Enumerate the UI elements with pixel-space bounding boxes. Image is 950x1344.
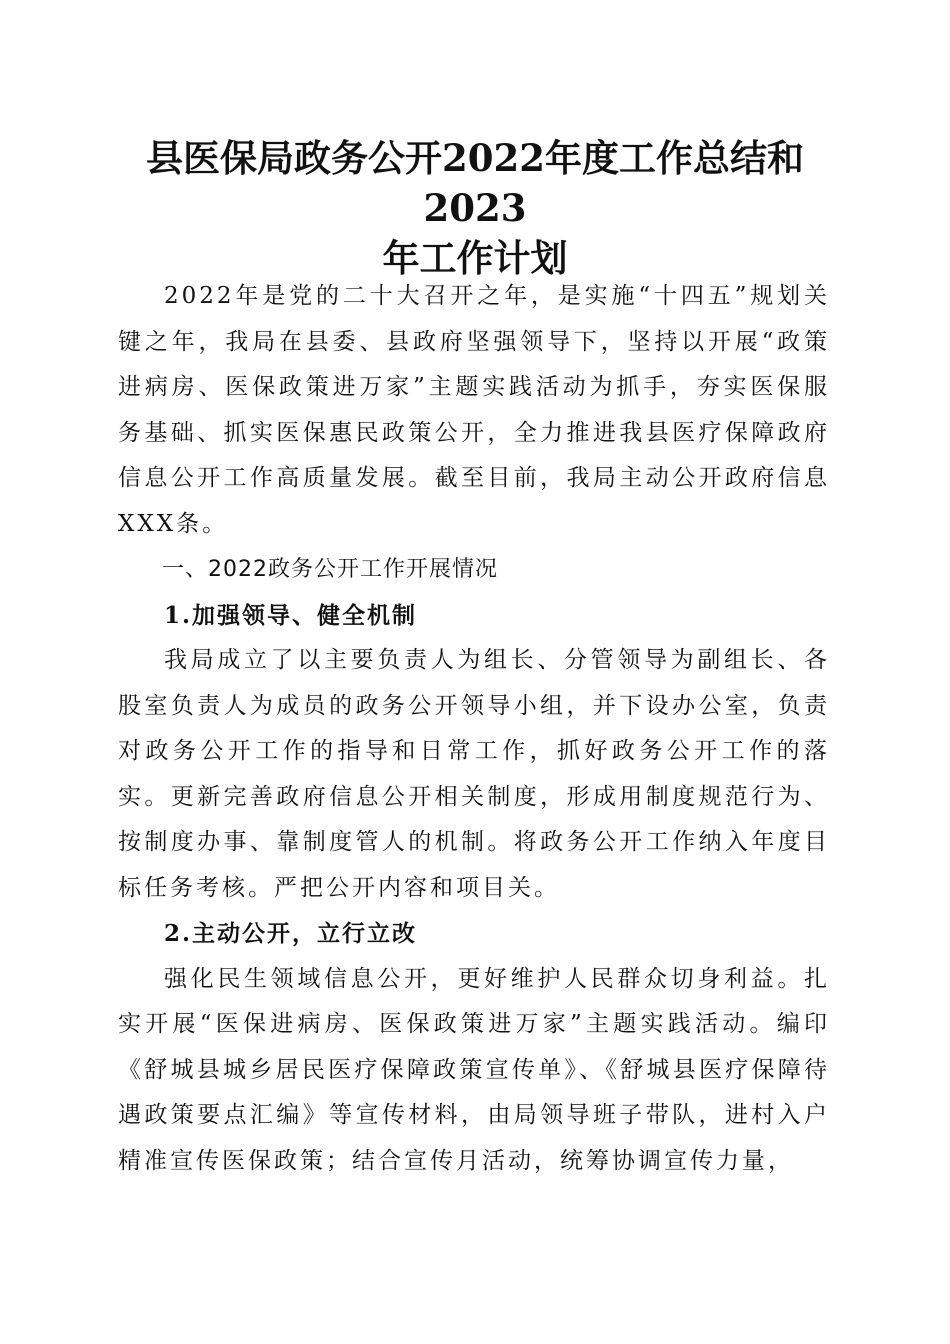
document-title <box>100 133 850 283</box>
title-line-1: 县医保局政务公开2022年度工作总结和2023 <box>146 136 804 230</box>
subsection-1-paragraph: 我局成立了以主要负责人为组长、分管领导为副组长、各股室负责人为成员的政务公开领导小组，并下设办公室，负责对政务公开工作的指导和日常工作，抓好政务公开工作的落实。更新完善政府信息公开相关制度，形成用制度规范行为、按制度办事、靠制度管人的机制。将政务公开工作纳入年度目标任务考核。严把公开内容和项目关。 <box>118 647 830 901</box>
section-1-heading: 一、2022政务公开工作开展情况 <box>162 557 498 582</box>
intro-paragraph: 2022年是党的二十大召开之年，是实施“十四五”规划关键之年，我局在县委、县政府坚强领导下，坚持以开展“政策进病房、医保政策进万家”主题实践活动为抓手，夯实医保服务基础、抓实医保惠民政策公开，全力推进我县医疗保障政府信息公开工作高质量发展。截至目前，我局主动公开政府信息XXX条。 <box>118 283 830 537</box>
subsection-2-paragraph: 强化民生领域信息公开，更好维护人民群众切身利益。扎实开展“医保进病房、医保政策进万家”主题实践活动。编印《舒城县城乡居民医疗保障政策宣传单》、《舒城县医疗保障待遇政策要点汇编》等宣传材料，由局领导班子带队，进村入户精准宣传医保政策；结合宣传月活动，统筹协调宣传力量， <box>118 965 830 1174</box>
document-body <box>118 274 830 1184</box>
subsection-1-heading: 1.加强领导、健全机制 <box>164 601 418 629</box>
title-line-2: 年工作计划 <box>382 236 568 280</box>
subsection-2-heading: 2.主动公开，立行立改 <box>164 920 418 947</box>
